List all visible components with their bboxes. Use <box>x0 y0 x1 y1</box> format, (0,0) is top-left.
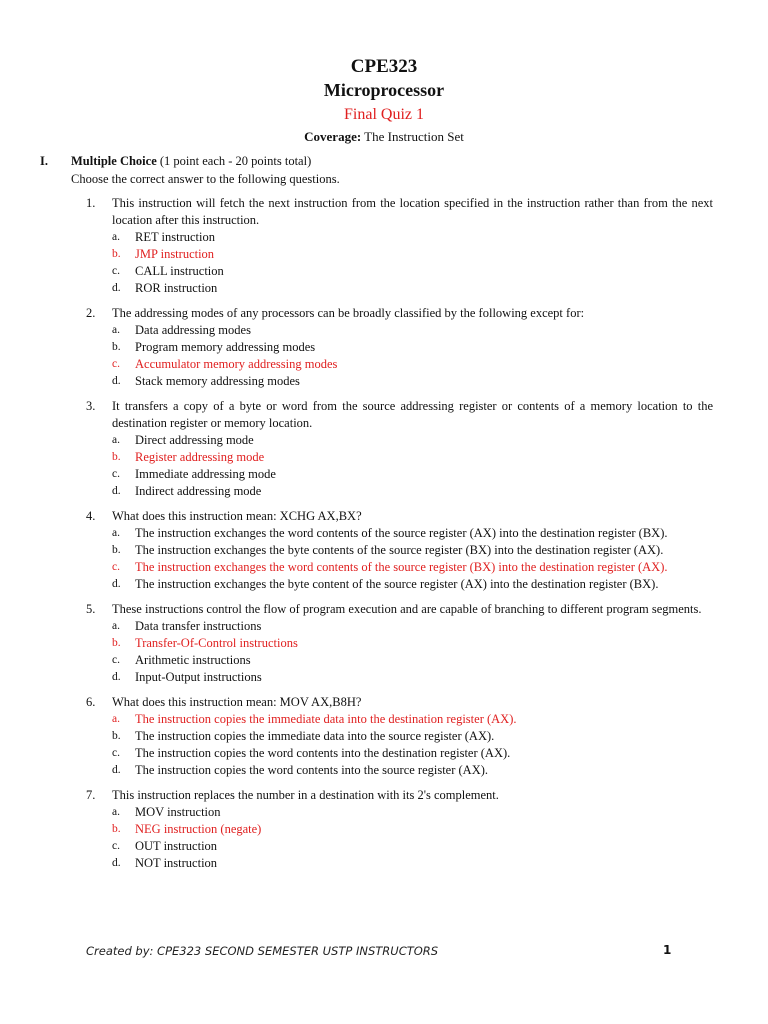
option-text: Arithmetic instructions <box>135 653 251 667</box>
question-text: This instruction will fetch the next instruction from the location specified in the instruction rather than from the next location after this instruction. <box>112 196 713 227</box>
option-letter: d. <box>112 485 121 497</box>
answer-option <box>112 483 713 500</box>
section-numeral: I. <box>40 154 48 168</box>
question-text: The addressing modes of any processors can be broadly classified by the following except for: <box>112 306 585 320</box>
quiz-title: Final Quiz 1 <box>344 106 424 123</box>
question-text: It transfers a copy of a byte or word from the source addressing register or contents of a memory location to the destination register or memory location. <box>112 399 713 430</box>
option-letter: d. <box>112 282 121 294</box>
option-text: The instruction copies the word contents into the destination register (AX). <box>135 746 511 760</box>
answer-option-correct <box>112 356 713 373</box>
question-list <box>86 195 713 880</box>
answer-option <box>112 762 713 779</box>
option-text: OUT instruction <box>135 839 218 853</box>
answer-option-correct <box>112 559 713 576</box>
option-letter: a. <box>112 231 120 243</box>
coverage-line <box>0 128 768 146</box>
question-body <box>112 508 713 593</box>
answer-option <box>112 322 713 339</box>
option-text: Register addressing mode <box>135 450 265 464</box>
option-text: JMP instruction <box>135 247 215 261</box>
option-letter: a. <box>112 434 120 446</box>
question-text: What does this instruction mean: MOV AX,B8H? <box>112 695 362 709</box>
section-points: (1 point each - 20 points total) <box>156 154 312 168</box>
option-letter: c. <box>112 561 120 573</box>
option-text: Direct addressing mode <box>135 433 254 447</box>
option-letter: d. <box>112 671 121 683</box>
option-letter: c. <box>112 840 120 852</box>
answer-option <box>112 263 713 280</box>
section-heading <box>40 153 720 188</box>
question-body <box>112 195 713 297</box>
question-number: 2. <box>86 306 96 320</box>
option-letter: d. <box>112 764 121 776</box>
option-text: Input-Output instructions <box>135 670 262 684</box>
answer-option <box>112 466 713 483</box>
option-letter: b. <box>112 451 121 463</box>
question-body <box>112 305 713 390</box>
question-number: 4. <box>86 509 96 523</box>
answer-option <box>112 542 713 559</box>
answer-option <box>112 432 713 449</box>
option-text: Indirect addressing mode <box>135 484 262 498</box>
option-letter: b. <box>112 248 121 260</box>
question-item <box>86 398 713 500</box>
question-item <box>86 787 713 872</box>
answer-option <box>112 728 713 745</box>
option-text: Accumulator memory addressing modes <box>135 357 338 371</box>
option-text: Immediate addressing mode <box>135 467 276 481</box>
option-letter: c. <box>112 747 120 759</box>
option-letter: d. <box>112 578 121 590</box>
option-letter: c. <box>112 265 120 277</box>
option-letter: b. <box>112 341 121 353</box>
answer-option <box>112 618 713 635</box>
answer-option <box>112 229 713 246</box>
answer-option <box>112 669 713 686</box>
option-text: NOT instruction <box>135 856 218 870</box>
answer-option <box>112 838 713 855</box>
option-letter: b. <box>112 730 121 742</box>
answer-option <box>112 804 713 821</box>
option-text: Stack memory addressing modes <box>135 374 300 388</box>
answer-option <box>112 745 713 762</box>
subject-title: Microprocessor <box>323 80 445 100</box>
document-header <box>0 55 768 146</box>
answer-option <box>112 652 713 669</box>
section-instructions: Choose the correct answer to the following questions. <box>71 172 340 186</box>
option-letter: d. <box>112 375 121 387</box>
option-text: Transfer-Of-Control instructions <box>135 636 298 650</box>
coverage-label: Coverage: <box>304 129 362 144</box>
option-text: Data transfer instructions <box>135 619 262 633</box>
question-number: 1. <box>86 196 96 210</box>
question-text: What does this instruction mean: XCHG AX,BX? <box>112 509 362 523</box>
option-text: ROR instruction <box>135 281 218 295</box>
question-item <box>86 305 713 390</box>
answer-option-correct <box>112 821 713 838</box>
question-body <box>112 694 713 779</box>
option-text: The instruction copies the immediate data into the source register (AX). <box>135 729 495 743</box>
option-letter: c. <box>112 654 120 666</box>
option-letter: a. <box>112 527 120 539</box>
option-text: NEG instruction (negate) <box>135 822 262 836</box>
coverage-value: The Instruction Set <box>361 129 464 144</box>
option-letter: a. <box>112 324 120 336</box>
option-letter: a. <box>112 620 120 632</box>
question-item <box>86 601 713 686</box>
answer-option-correct <box>112 246 713 263</box>
answer-option <box>112 525 713 542</box>
footer-credit: Created by: CPE323 SECOND SEMESTER USTP INSTRUCTORS <box>86 944 439 958</box>
option-letter: d. <box>112 857 121 869</box>
question-body <box>112 601 713 686</box>
option-letter: a. <box>112 806 120 818</box>
question-item <box>86 508 713 593</box>
answer-option-correct <box>112 711 713 728</box>
question-text: This instruction replaces the number in a destination with its 2's complement. <box>112 788 499 802</box>
question-number: 5. <box>86 602 96 616</box>
option-text: The instruction exchanges the word contents of the source register (AX) into the destination register (BX). <box>135 526 668 540</box>
question-item <box>86 195 713 297</box>
answer-option <box>112 280 713 297</box>
option-text: The instruction exchanges the byte contents of the source register (BX) into the destination register (AX). <box>135 543 664 557</box>
option-text: CALL instruction <box>135 264 224 278</box>
question-number: 6. <box>86 695 96 709</box>
section-title: Multiple Choice <box>71 154 157 168</box>
question-text: These instructions control the flow of program execution and are capable of branching to different program segments. <box>112 602 702 616</box>
option-text: Data addressing modes <box>135 323 251 337</box>
answer-option-correct <box>112 449 713 466</box>
option-letter: c. <box>112 468 120 480</box>
course-code: CPE323 <box>350 56 418 77</box>
question-body <box>112 398 713 500</box>
answer-option-correct <box>112 635 713 652</box>
option-letter: b. <box>112 823 121 835</box>
option-letter: c. <box>112 358 120 370</box>
answer-option <box>112 576 713 593</box>
answer-option <box>112 373 713 390</box>
option-text: RET instruction <box>135 230 215 244</box>
question-item <box>86 694 713 779</box>
option-letter: a. <box>112 713 120 725</box>
option-text: The instruction exchanges the word contents of the source register (BX) into the destination register (AX). <box>135 560 668 574</box>
option-letter: b. <box>112 637 121 649</box>
question-body <box>112 787 713 872</box>
option-letter: b. <box>112 544 121 556</box>
answer-option <box>112 855 713 872</box>
option-text: The instruction exchanges the byte content of the source register (AX) into the destination register (BX). <box>135 577 659 591</box>
option-text: Program memory addressing modes <box>135 340 316 354</box>
answer-option <box>112 339 713 356</box>
option-text: The instruction copies the immediate data into the destination register (AX). <box>135 712 517 726</box>
page-number: 1 <box>663 943 672 957</box>
question-number: 3. <box>86 399 96 413</box>
option-text: The instruction copies the word contents into the source register (AX). <box>135 763 489 777</box>
question-number: 7. <box>86 788 96 802</box>
option-text: MOV instruction <box>135 805 221 819</box>
